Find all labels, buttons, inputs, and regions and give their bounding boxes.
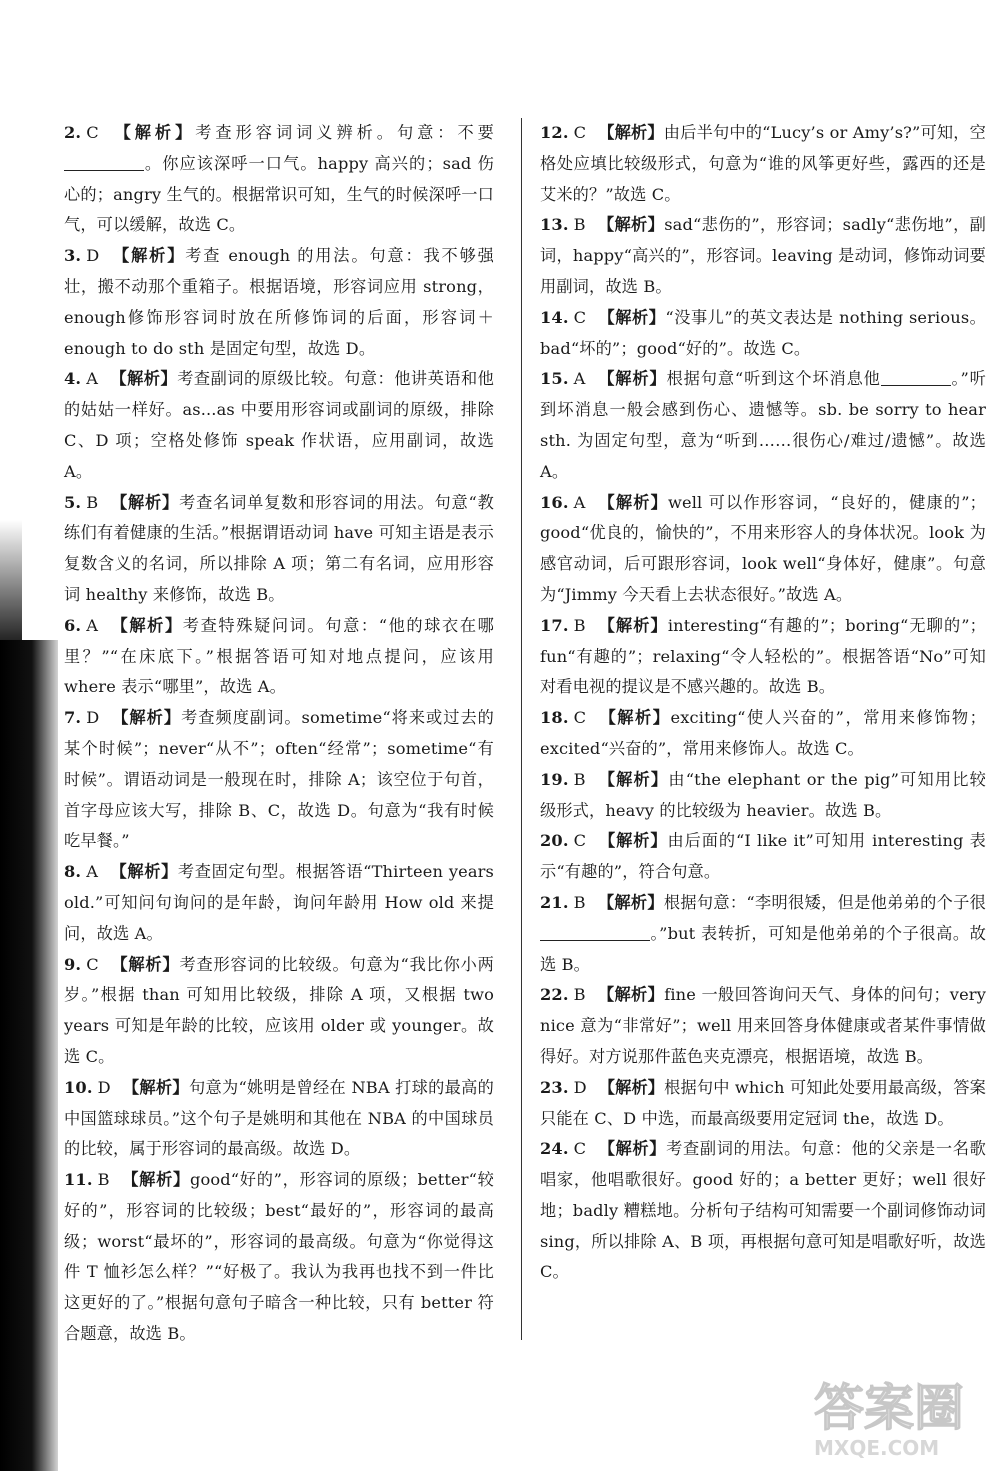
analysis-tag: 【解析】 xyxy=(597,985,665,1005)
analysis-tag: 【解析】 xyxy=(597,615,668,635)
explanation-text: interesting“有趣的”；boring“无聊的”；fun“有趣的”；relaxing“令人轻松的”。根据答语“No”可知对看电视的提议是不感兴趣的。故选 B。 xyxy=(540,615,987,697)
watermark-url: MXQE.COM xyxy=(814,1436,940,1460)
answer-item xyxy=(64,703,494,857)
answer-column-right xyxy=(540,118,986,1288)
analysis-tag: 【解析】 xyxy=(111,246,186,266)
answer-letter: A xyxy=(86,862,99,882)
answer-item xyxy=(64,1165,494,1350)
question-number: 8. xyxy=(64,862,82,882)
explanation-text: exciting“使人兴奋的”，常用来修饰物；excited“兴奋的”，常用来修饰人。故选 C。 xyxy=(540,708,986,758)
answer-letter: B xyxy=(573,615,586,635)
question-number: 17. xyxy=(540,615,569,635)
analysis-tag: 【解析】 xyxy=(597,492,668,512)
question-number: 9. xyxy=(64,954,82,974)
watermark-logo-text: 答案圈 xyxy=(814,1379,964,1437)
explanation-text: 考查频度副词。sometime“将来或过去的某个时候”；never“从不”；often“经常”；sometime“有时候”。谓语动词是一般现在时，排除 A；该空位于句首，首字母应该大写，排除 B、C，故选 D。句意为“我有时候吃早餐。” xyxy=(64,708,494,851)
answer-letter: D xyxy=(86,246,100,266)
question-number: 11. xyxy=(64,1170,93,1190)
analysis-tag: 【解析】 xyxy=(597,215,665,235)
question-number: 3. xyxy=(64,246,82,266)
question-number: 13. xyxy=(540,215,569,235)
question-number: 14. xyxy=(540,307,569,327)
explanation-text-continued: 。你应该深呼一口气。happy 高兴的；sad 伤心的；angry 生气的。根据常识可知，生气的时候深呼一口气，可以缓解，故选 C。 xyxy=(64,153,494,235)
answer-column-left xyxy=(64,118,494,1350)
analysis-tag: 【解析】 xyxy=(122,1077,189,1097)
answer-letter: B xyxy=(573,215,586,235)
explanation-text: 根据句意：“李明很矮，但是他弟弟的个子很 xyxy=(663,892,986,912)
analysis-tag: 【解析】 xyxy=(598,1139,667,1159)
answer-item xyxy=(540,980,986,1072)
analysis-tag: 【解析】 xyxy=(110,862,178,882)
question-number: 18. xyxy=(540,708,569,728)
explanation-text: 考查 enough 的用法。句意：我不够强壮，搬不动那个重箱子。根据语境，形容词应用 strong，enough修饰形容词时放在所修饰词的后面，形容词＋enough to do sth 是固定句型，故选 D。 xyxy=(64,246,494,358)
analysis-tag: 【解析】 xyxy=(111,708,182,728)
answer-letter: B xyxy=(86,492,99,512)
question-number: 16. xyxy=(540,492,569,512)
answer-item xyxy=(64,611,494,703)
analysis-tag: 【解析】 xyxy=(110,954,180,974)
analysis-tag: 【解析】 xyxy=(110,615,183,635)
analysis-tag: 【解析】 xyxy=(598,708,671,728)
answer-item xyxy=(64,488,494,611)
answer-letter: C xyxy=(573,307,587,327)
explanation-text: fine 一般回答询问天气、身体的问句；very nice 意为“非常好”；well 用来回答身体健康或者某件事情做得好。对方说那件蓝色夹克漂亮，根据语境，故选 B。 xyxy=(540,985,986,1066)
answer-letter: C xyxy=(86,123,99,142)
explanation-text: 由“the elephant or the pig”可知用比较级形式，heavy 的比较级为 heavier。故选 B。 xyxy=(540,769,986,820)
analysis-tag: 【解析】 xyxy=(597,769,669,789)
answer-item xyxy=(540,611,986,703)
answer-item xyxy=(64,950,494,1073)
site-watermark xyxy=(810,1378,986,1468)
answer-letter: C xyxy=(573,123,587,142)
question-number: 2. xyxy=(64,123,82,142)
analysis-tag: 【解析】 xyxy=(110,369,178,389)
page-edge-shadow xyxy=(0,640,58,1471)
answer-letter: A xyxy=(86,369,99,389)
answer-item xyxy=(540,703,986,765)
question-number: 20. xyxy=(540,831,569,851)
explanation-text: 由后半句中的“Lucy’s or Amy’s?”可知，空格处应填比较级形式，句意为“谁的风筝更好些，露西的还是艾米的？”故选 C。 xyxy=(540,123,986,204)
question-number: 24. xyxy=(540,1139,569,1159)
fill-blank-line xyxy=(881,367,951,386)
question-number: 7. xyxy=(64,708,82,728)
explanation-text: 句意为“姚明是曾经在 NBA 打球的最高的中国篮球球员。”这个句子是姚明和其他在 NBA 的中国球员的比较，属于形容词的最高级。故选 D。 xyxy=(64,1077,494,1159)
answer-item xyxy=(64,241,494,364)
answer-item xyxy=(540,888,986,980)
question-number: 4. xyxy=(64,369,82,389)
explanation-text: 考查名词单复数和形容词的用法。句意“教练们有着健康的生活。”根据谓语动词 have 可知主语是表示复数含义的名词，所以排除 A 项；第二有名词，应用形容词 healthy 来修饰，故选 B。 xyxy=(64,492,494,604)
explanation-text: 考查特殊疑问词。句意：“他的球衣在哪里？”“在床底下。”根据答语可知对地点提问，应该用 where 表示“哪里”，故选 A。 xyxy=(64,615,494,697)
answer-letter: B xyxy=(97,1170,110,1190)
analysis-tag: 【解析】 xyxy=(597,369,667,389)
question-number: 5. xyxy=(64,492,82,512)
explanation-text: “没事儿”的英文表达是 nothing serious。bad“坏的”；good“好的”。故选 C。 xyxy=(540,307,986,358)
answer-item xyxy=(540,826,986,888)
explanation-text: 考查形容词的比较级。句意为“我比你小两岁。”根据 than 可知用比较级，排除 A 项，又根据 two years 可知是年龄的比较，应该用 older 或 younger。故选 C。 xyxy=(64,954,494,1066)
answer-letter: D xyxy=(97,1077,111,1097)
question-number: 19. xyxy=(540,769,569,789)
analysis-tag: 【解析】 xyxy=(598,307,666,327)
answer-letter: B xyxy=(573,769,586,789)
answer-letter: C xyxy=(573,1139,587,1159)
answer-letter: D xyxy=(573,1077,587,1097)
question-number: 23. xyxy=(540,1077,569,1097)
explanation-text: 考查副词的原级比较。句意：他讲英语和他的姑姑一样好。as...as 中要用形容词或副词的原级，排除 C、D 项；空格处修饰 speak 作状语，应用副词，故选 A。 xyxy=(64,369,494,481)
page-edge-shadow-top xyxy=(0,520,22,660)
answer-item xyxy=(540,765,986,827)
answer-letter: B xyxy=(573,985,586,1005)
explanation-text: 由后面的“I like it”可知用 interesting 表示“有趣的”，符合句意。 xyxy=(540,831,986,882)
answer-letter: B xyxy=(573,892,586,912)
explanation-text: good“好的”，形容词的原级；better“较好的”，形容词的比较级；best“最好的”，形容词的最高级；worst“最坏的”，形容词的最高级。句意为“你觉得这件 T 恤衫怎么样？”“好极了。我认为我再也找不到一件比这更好的了。”根据句意句子暗含一种比较，只有 better 符合题意，故选 B。 xyxy=(64,1170,494,1344)
answer-letter: A xyxy=(573,369,586,389)
analysis-tag: 【解析】 xyxy=(597,892,664,912)
answer-letter: C xyxy=(573,708,587,728)
analysis-tag: 【解析】 xyxy=(598,123,664,142)
question-number: 21. xyxy=(540,892,569,912)
question-number: 6. xyxy=(64,615,82,635)
answer-letter: D xyxy=(86,708,100,728)
question-number: 15. xyxy=(540,369,569,389)
answer-item xyxy=(540,1134,986,1288)
answer-item xyxy=(64,857,494,949)
column-divider xyxy=(521,118,522,1340)
fill-blank-line xyxy=(64,152,144,171)
explanation-text-continued: 。”听到坏消息一般会感到伤心、遗憾等。sb. be sorry to hear sth. 为固定句型，意为“听到……很伤心/难过/遗憾”。故选 A。 xyxy=(540,369,986,481)
answer-item xyxy=(540,303,986,365)
explanation-text: well 可以作形容词，“良好的，健康的”；good“优良的，愉快的”，不用来形容人的身体状况。look 为感官动词，后可跟形容词，look well“身体好，健康”。句意为“Jimmy 今天看上去状态很好。”故选 A。 xyxy=(540,492,986,604)
explanation-text: 考查固定句型。根据答语“Thirteen years old.”可知问句询问的是年龄，询问年龄用 How old 来提问，故选 A。 xyxy=(64,862,494,943)
analysis-tag: 【解析】 xyxy=(110,123,196,142)
answer-item xyxy=(64,118,494,241)
analysis-tag: 【解析】 xyxy=(121,1170,190,1190)
question-number: 22. xyxy=(540,985,569,1005)
analysis-tag: 【解析】 xyxy=(110,492,180,512)
explanation-text: 考查副词的用法。句意：他的父亲是一名歌唱家，他唱歌很好。good 好的；a better 更好；well 很好地；badly 糟糕地。分析句子结构可知需要一个副词修饰动词 sing，所以排除 A、B 项，再根据句意可知是唱歌好听，故选 C。 xyxy=(540,1139,986,1282)
fill-blank-line xyxy=(540,922,650,941)
answer-item xyxy=(64,364,494,487)
question-number: 10. xyxy=(64,1077,93,1097)
answer-item xyxy=(64,1073,494,1165)
analysis-tag: 【解析】 xyxy=(598,831,668,851)
answer-item xyxy=(540,1073,986,1135)
answer-letter: C xyxy=(573,831,587,851)
answer-letter: A xyxy=(86,615,99,635)
answer-letter: A xyxy=(573,492,586,512)
explanation-text: 根据句意“听到这个坏消息他 xyxy=(666,369,881,389)
answer-item xyxy=(540,364,986,487)
explanation-text: 考查形容词词义辨析。句意：不要 xyxy=(195,123,494,142)
answer-item xyxy=(540,210,986,302)
answer-item xyxy=(540,118,986,210)
analysis-tag: 【解析】 xyxy=(598,1077,665,1097)
question-number: 12. xyxy=(540,123,569,142)
answer-letter: C xyxy=(86,954,99,974)
explanation-text: 根据句中 which 可知此处要用最高级，答案只能在 C、D 中选，而最高级要用定冠词 the，故选 D。 xyxy=(540,1077,986,1128)
explanation-text-continued: 。”but 表转折，可知是他弟弟的个子很高。故选 B。 xyxy=(540,923,986,974)
explanation-text: sad“悲伤的”，形容词；sadly“悲伤地”，副词，happy“高兴的”，形容词。leaving 是动词，修饰动词要用副词，故选 B。 xyxy=(540,215,986,296)
answer-item xyxy=(540,488,986,611)
